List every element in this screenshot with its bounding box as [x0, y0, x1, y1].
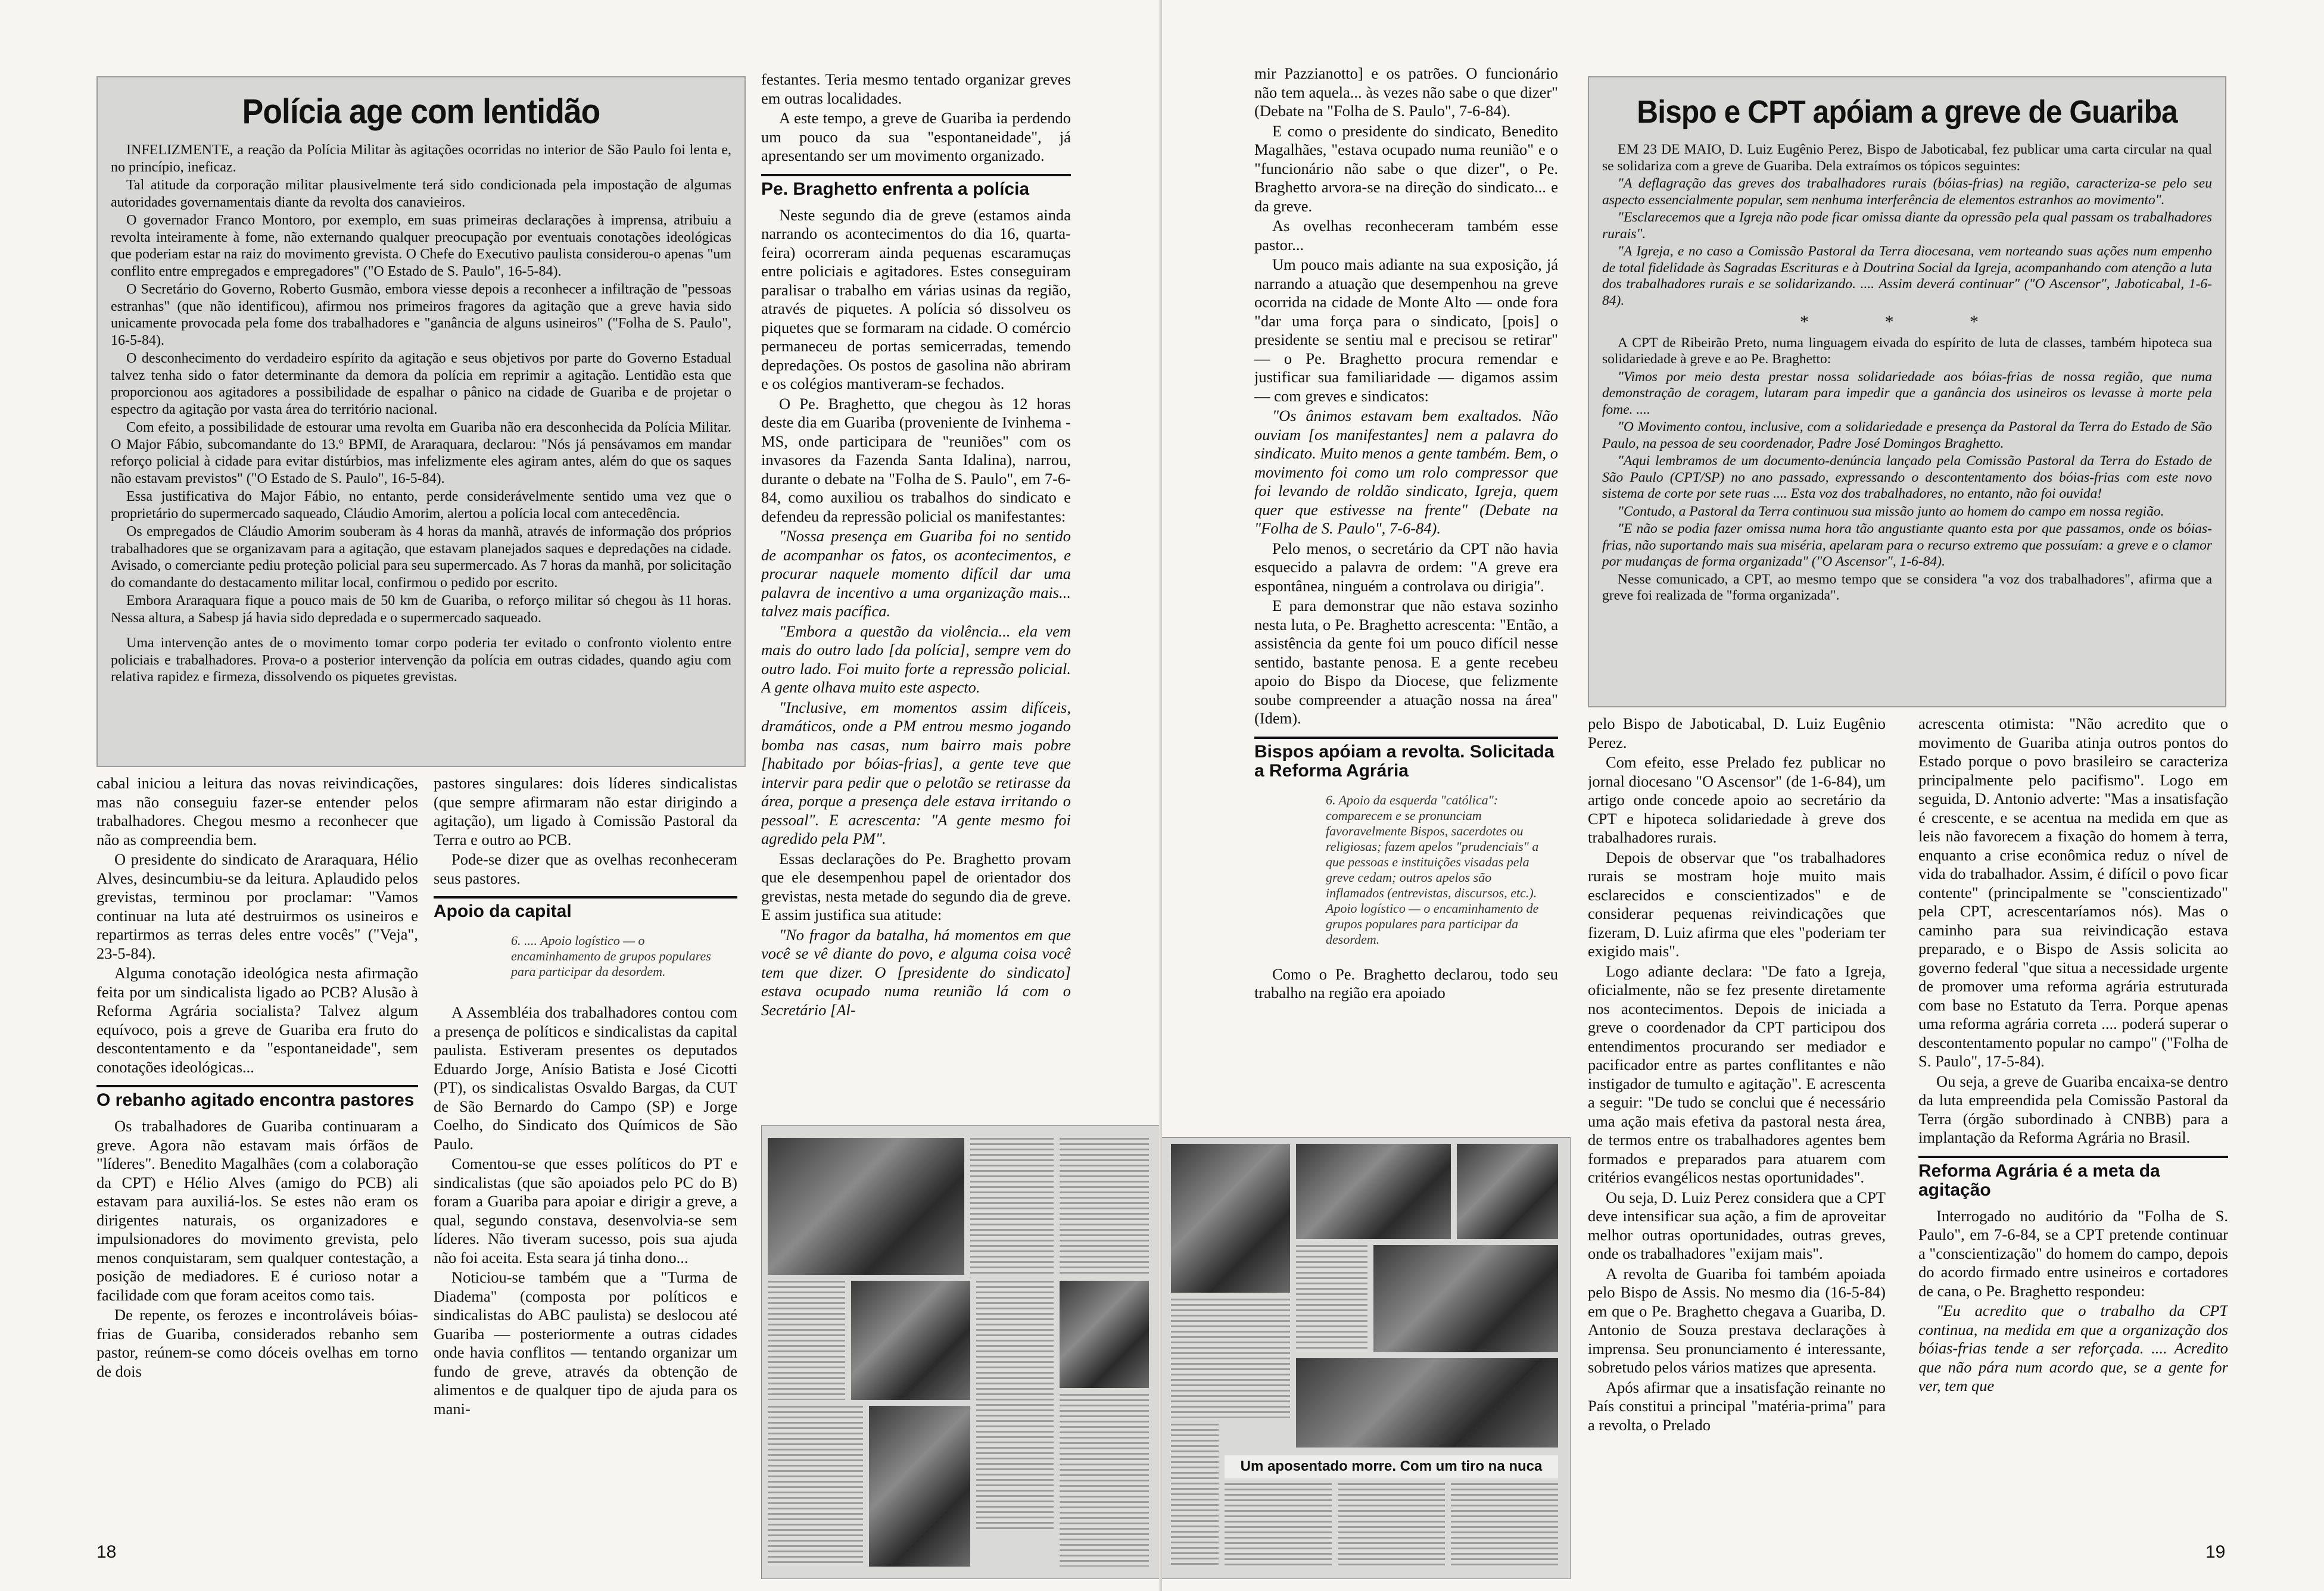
clipping-text — [1338, 1483, 1445, 1567]
left-column-1 — [96, 774, 418, 1548]
paragraph: O presidente do sindicato de Araraquara, Hélio Alves, desincumbiu-se da leitura. Aplaudido pelos grevistas, terminou por proclamar: "Vamos continuar na luta até destruirmos os usineiros e repartirmos as terras deles entre vocês" ("Veja", 23-5-84). — [96, 850, 418, 962]
left-subhead-rebanho: O rebanho agitado encontra pastores — [96, 1085, 418, 1110]
paragraph: "Os ânimos estavam bem exaltados. Não ouviam [os manifestantes] nem a palavra do sindicato. Muito menos a gente também. Bem, o movimento foi como um rolo compressor que foi levando de roldão sindicato, Igreja, quem quer que estivesse na frente" (Debate na "Folha de S. Paulo", 7-6-84). — [1254, 407, 1558, 537]
clipping-photo — [1373, 1245, 1558, 1352]
clipping-photo — [1296, 1144, 1451, 1239]
paragraph: "Eu acredito que o trabalho da CPT continua, na medida em que a organização dos bóias-frias tende a ser reforçada. .... Acredito que não pára num acordo que, se a gente for ver, tem que — [1918, 1302, 2228, 1395]
left-subhead-braghetto: Pe. Braghetto enfrenta a polícia — [761, 174, 1071, 199]
right-footnote: 6. Apoio da esquerda "católica": comparecem e se pronunciam favoravelmente Bispos, sacerdotes ou religiosas; fazem apelos "prudenciais" a que pessoas e instituições visadas pela greve cedam; outros apelos são inflamados (entrevistas, discursos, etc.). Apoio logístico — o encaminhamento de grupos populares para participar da desordem. — [1326, 792, 1539, 947]
paragraph: EM 23 DE MAIO, D. Luiz Eugênio Perez, Bispo de Jaboticabal, fez publicar uma carta circular na qual se solidariza com a greve de Guariba. Dela extraímos os tópicos seguintes: — [1602, 142, 2212, 174]
left-footnote: 6. .... Apoio logístico — o encaminhamento de grupos populares para participar da desordem. — [511, 933, 711, 979]
paragraph: Como o Pe. Braghetto declarou, todo seu trabalho na região era apoiado — [1254, 965, 1558, 1002]
paragraph: Com efeito, a possibilidade de estourar uma revolta em Guariba não era desconhecida da Polícia Militar. O Major Fábio, subcomandante do 13.º BPMI, de Araraquara, declarou: "Nós já pensávamos em mandar reforço policial à cidade para evitar distúrbios, mas infelizmente eles agiram antes, além do que os saques não estavam previstos" ("O Estado de S. Paulo", 16-5-84). — [111, 420, 731, 486]
paragraph: Alguma conotação ideológica nesta afirmação feita por um sindicalista ligado ao PCB? Alusão à Reforma Agrária socialista? Talvez algum equívoco, pois a greve de Guariba era fruto do descontentamento e da "espontaneidade", sem conotações ideológicas... — [96, 964, 418, 1076]
paragraph: "Embora a questão da violência... ela vem mais do outro lado [da polícia], sempre vem do outro lado. Foi muito forte a repressão policial. A gente olhava muito este aspecto. — [761, 622, 1071, 696]
paragraph: Nesse comunicado, a CPT, ao mesmo tempo que se considera "a voz dos trabalhadores", afirma que a greve foi realizada de "forma organizada". — [1602, 571, 2212, 603]
paragraph: Neste segundo dia de greve (estamos ainda narrando os acontecimentos do dia 16, quarta-feira) ocorreram ainda pequenas escaramuças entre policiais e agitadores. Estes conseguiram paralisar o trabalho em várias usinas da região, através de piquetes. A polícia só dissolveu os piquetes que se formaram na cidade. O comércio permaneceu de portas semicerradas, temendo depredações. Os postos de gasolina não abriram e os colégios mantiveram-se fechados. — [761, 205, 1071, 392]
page-number-left: 18 — [96, 1542, 117, 1562]
clipping-photo — [869, 1406, 970, 1567]
paragraph: INFELIZMENTE, a reação da Polícia Militar às agitações ocorridas no interior de São Paulo foi lenta e, no princípio, ineficaz. — [111, 142, 731, 175]
newspaper-clipping-image-left — [761, 1125, 1160, 1579]
paragraph: O Secretário do Governo, Roberto Gusmão, embora viesse depois a reconhecer a infiltração de "pessoas estranhas" (que não identificou), afirmou nos primeiros fragores da agitação que a greve havia sido unicamente provocada pela fome dos trabalhadores e "ganância de alguns usineiros" ("Folha de S. Paulo", 16-5-84). — [111, 282, 731, 348]
clipping-text — [1225, 1483, 1332, 1567]
right-box-body — [1602, 142, 2212, 604]
right-sidebar-box — [1588, 76, 2226, 707]
clipping-headline: Um aposentado morre. Com um tiro na nuca — [1225, 1455, 1558, 1478]
paragraph: pastores singulares: dois líderes sindicalistas (que sempre afirmaram não estar dirigindo a agitação), um ligado à Comissão Pastoral da Terra e outro ao PCB. — [434, 774, 737, 848]
clipping-photo — [1060, 1281, 1149, 1388]
right-column-1 — [1254, 64, 1558, 1136]
paragraph: "O Movimento contou, inclusive, com a solidariedade e presença da Pastoral da Terra do Estado de São Paulo, na pessoa de seu coordenador, Padre José Domingos Braghetto. — [1602, 419, 2212, 451]
paragraph: "No fragor da batalha, há momentos em que você se vê diante do povo, e alguma coisa você tem que dizer. O [presidente do sindicato] estava ocupado numa reunião lá com o Secretário [Al- — [761, 925, 1071, 1019]
clipping-photo — [1296, 1358, 1558, 1448]
left-box-body — [111, 142, 731, 686]
clipping-text — [768, 1281, 845, 1400]
paragraph: Embora Araraquara fique a pouco mais de 50 km de Guariba, o reforço militar só chegou às 11 horas. Nessa altura, a Sabesp já havia sido depredada e o supermercado saqueado. — [111, 593, 731, 626]
left-subhead-apoio-capital: Apoio da capital — [434, 896, 737, 921]
paragraph: Pode-se dizer que as ovelhas reconheceram seus pastores. — [434, 850, 737, 887]
right-subhead-reforma: Reforma Agrária é a meta da agitação — [1918, 1156, 2228, 1200]
paragraph: Logo adiante declara: "De fato a Igreja, oficialmente, não se fez presente diretamente nos acontecimentos. Depois de iniciada a greve o coordenador da CPT participou dos entendimentos procurando ser mediador e pacificador entre as partes conflitantes e não instigador de tumulto e agitação". E acrescenta a seguir: "De tudo se conclui que é necessário uma ação mais efetiva da pastoral nesta área, de termos entre os trabalhadores agentes bem formados e preparados para atuarem com critérios evangélicos nestas oportunidades". — [1588, 962, 1886, 1186]
clipping-text — [768, 1406, 863, 1567]
paragraph: De repente, os ferozes e incontroláveis bóias-frias de Guariba, considerados rebanho sem pastor, reúnem-se como dóceis ovelhas em torno de dois — [96, 1306, 418, 1380]
clipping-photo — [1171, 1144, 1290, 1293]
paragraph: O desconhecimento do verdadeiro espírito da agitação e seus objetivos por parte do Governo Estadual talvez tenha sido o fator determinante da demora da polícia em reprimir a agitação. Lentidão esta que proporcionou aos agitadores a possibilidade de espalhar o pânico na cidade de Guariba e de projetar o espectro da agitação por vasta área do território nacional. — [111, 351, 731, 417]
paragraph: Tal atitude da corporação militar plausivelmente terá sido condicionada pela impostação de algumas autoridades governamentais diante da revolta dos canavieiros. — [111, 177, 731, 210]
clipping-text — [976, 1281, 1054, 1531]
left-box-title: Polícia age com lentidão — [242, 92, 600, 131]
paragraph: Com efeito, esse Prelado fez publicar no jornal diocesano "O Ascensor" (de 1-6-84), um artigo onde concede apoio ao secretário da CPT e hipoteca solidariedade à greve dos trabalhadores rurais. — [1588, 753, 1886, 846]
clipping-text — [1060, 1394, 1149, 1567]
paragraph: Essa justificativa do Major Fábio, no entanto, perde considerávelmente sentido uma vez que o proprietário do supermercado saqueado, Cláudio Amorim, alertou a polícia local com antecedência. — [111, 489, 731, 522]
paragraph: E para demonstrar que não estava sozinho nesta luta, o Pe. Braghetto acrescenta: "Então, a assistência da gente foi um pouco difícil nesse sentido, bastante penosa. E a gente recebeu apoio do Bispo da Diocese, que felizmente soube compreender a atuação nossa na área" (Idem). — [1254, 597, 1558, 727]
paragraph: Os empregados de Cláudio Amorim souberam às 4 horas da manhã, através de informação dos próprios trabalhadores que se organizavam para a agitação, que estavam planejados saques e depredações na cidade. Avisado, o comerciante pediu proteção policial para seu supermercado. As 7 horas da manhã, por solicitação do comandante do destacamento militar local, confirmou o pedido por escrito. — [111, 524, 731, 591]
left-sidebar-box — [96, 76, 746, 767]
clipping-text — [1060, 1138, 1149, 1275]
paragraph: O Pe. Braghetto, que chegou às 12 horas deste dia em Guariba (proveniente de Ivinhema - MS, onde participara de "reuniões" com os invasores da Fazenda Santa Idalina), narrou, durante o debate na "Folha de S. Paulo", em 7-6-84, como auxiliou os trabalhos do sindicato e defendeu da repressão policial os manifestantes: — [761, 394, 1071, 525]
clipping-text — [1171, 1299, 1290, 1418]
clipping-photo — [1457, 1144, 1558, 1239]
right-page — [1162, 0, 2324, 1591]
clipping-photo — [851, 1281, 970, 1400]
right-column-2 — [1588, 715, 1886, 1560]
paragraph: Noticiou-se também que a "Turma de Diadema" (composta por políticos e sindicalistas do ABC paulista) se deslocou até Guariba — posteriormente a outras cidades onde havia conflitos — tentando organizar um fundo de greve, através da obtenção de alimentos e de qualquer tipo de ajuda para os mani- — [434, 1268, 737, 1418]
paragraph: Após afirmar que a insatisfação reinante no País constitui a principal "matéria-prima" para a revolta, o Prelado — [1588, 1378, 1886, 1434]
paragraph: "E não se podia fazer omissa numa hora tão angustiante quanto esta por que passamos, onde os bóias-frias, não suportando mais sua miséria, apelaram para o recurso extremo que possuíam: a greve e o clamor por mudanças de forma organizada" ("O Ascensor", 1-6-84). — [1602, 521, 2212, 569]
paragraph: Um pouco mais adiante na sua exposição, já narrando a atuação que desempenhou na greve ocorrida na cidade de Monte Alto — onde fora "dar uma força para o sindicato, [pois] o presidente se sentiu mal e precisou se retirar" — o Pe. Braghetto procura remendar e justificar sua familiaridade — digamos assim — com greves e sindicatos: — [1254, 255, 1558, 405]
paragraph: "A deflagração das greves dos trabalhadores rurais (bóias-frias) na região, caracteriza-se pelo seu aspecto essencialmente popular, sem nenhuma interferência de elementos estranhos ao movimento". — [1602, 176, 2212, 208]
paragraph: "Aqui lembramos de um documento-denúncia lançado pela Comissão Pastoral da Terra do Estado de São Paulo (CPT/SP) no ano passado, expressando o descontentamento dos bóias-frias com este novo sistema de corte por sete ruas .... Esta voz dos trabalhadores, no entanto, não foi ouvida! — [1602, 453, 2212, 501]
paragraph: As ovelhas reconheceram também esse pastor... — [1254, 217, 1558, 254]
paragraph: mir Pazzianotto] e os patrões. O funcionário não tem aquela... às vezes não sabe o que dizer" (Debate na "Folha de S. Paulo", 7-6-84). — [1254, 64, 1558, 120]
paragraph: Essas declarações do Pe. Braghetto provam que ele desempenhou papel de orientador dos grevistas, nesta metade do segundo dia de greve. E assim justifica sua atitude: — [761, 849, 1071, 924]
paragraph: cabal iniciou a leitura das novas reivindicações, mas não conseguiu fazer-se entender pelos trabalhadores. Chegou mesmo a reconhecer que não as compreendia bem. — [96, 774, 418, 848]
paragraph: "A Igreja, e no caso a Comissão Pastoral da Terra diocesana, vem norteando suas ações num empenho de total fidelidade às Sagradas Escrituras e à Doutrina Social da Igreja, acompanhando com atenção a luta dos trabalhadores rurais e se solidarizando. .... Assim deverá continuar" ("O Ascensor", Jaboticabal, 1-6-84). — [1602, 244, 2212, 308]
paragraph: O governador Franco Montoro, por exemplo, em suas primeiras declarações à imprensa, atribuiu a revolta inteiramente à fome, não externando qualquer preocupação por eventuais conotações ideológicas que poderiam estar na raiz do movimento grevista. O Chefe do Executivo paulista considerou-o apenas "um conflito entre empregados e empregadores" ("O Estado de S. Paulo", 16-5-84). — [111, 213, 731, 279]
paragraph: Os trabalhadores de Guariba continuaram a greve. Agora não estavam mais órfãos de "líderes". Benedito Magalhães (com a colaboração da CPT) e Hélio Alves (amigo do PCB) ali estavam para auxiliá-los. Se estes não eram os dirigentes naturais, os organizadores e impulsionadores do movimento grevista, pelo menos conquistaram, sem qualquer contestação, a posição de mediadores. E é curioso notar a facilidade com que foram aceitos como tais. — [96, 1117, 418, 1304]
paragraph: "Esclarecemos que a Igreja não pode ficar omissa diante da opressão pela qual passam os trabalhadores rurais". — [1602, 210, 2212, 242]
paragraph: A Assembléia dos trabalhadores contou com a presença de políticos e sindicalistas da capital paulista. Estiveram presentes os deputados Eduardo Jorge, Anísio Batista e José Cicotti (PT), os sindicalistas Osvaldo Bargas, da CUT de São Bernardo do Campo (SP) e Jorge Coelho, do Sindicato dos Químicos de São Paulo. — [434, 1003, 737, 1153]
paragraph: "Inclusive, em momentos assim difíceis, dramáticos, onde a PM entrou mesmo jogando bomba nas casas, num bairro mais pobre [habitado por bóias-frias], a gente teve que intervir para pedir que o pelotão se retirasse da área, porque a presença dele estava irritando o pessoal". E acrescenta: "A gente mesmo foi agredido pela PM". — [761, 698, 1071, 847]
right-column-3 — [1918, 715, 2228, 1560]
paragraph: "Contudo, a Pastoral da Terra continuou sua missão junto ao homem do campo em nossa região. — [1618, 503, 2164, 519]
section-divider-stars: * * * — [1800, 312, 2014, 332]
page-number-right: 19 — [2205, 1542, 2226, 1562]
right-box-title: Bispo e CPT apóiam a greve de Guariba — [1637, 94, 2177, 130]
left-column-2 — [434, 774, 737, 1548]
paragraph: Pelo menos, o secretário da CPT não havia esquecido a palavra de ordem: "A greve era espontânea, ninguém a controlava ou dirigia". — [1254, 539, 1558, 595]
paragraph: A revolta de Guariba foi também apoiada pelo Bispo de Assis. No mesmo dia (16-5-84) em que o Pe. Braghetto chegava a Guariba, D. Antonio de Souza prestava declarações à imprensa. Seu pronunciamento é interessante, sobretudo pelos vários matizes que apresenta. — [1588, 1264, 1886, 1376]
right-subhead-bispos: Bispos apóiam a revolta. Solicitada a Reforma Agrária — [1254, 737, 1558, 781]
clipping-text — [1451, 1483, 1558, 1567]
paragraph: "Nossa presença em Guariba foi no sentido de acompanhar os fatos, os acontecimentos, e procurar naquele momento difícil dar uma palavra de incentivo a uma organização mais... talvez mais pacífica. — [761, 527, 1071, 620]
clipping-text — [1296, 1245, 1367, 1352]
left-column-3 — [761, 70, 1071, 1112]
paragraph: Ou seja, D. Luiz Perez considera que a CPT deve intensificar sua ação, a fim de aproveitar melhor outras oportunidades, outras greves, onde os trabalhadores "exijam mais". — [1588, 1188, 1886, 1262]
paragraph: pelo Bispo de Jaboticabal, D. Luiz Eugênio Perez. — [1588, 715, 1886, 751]
newspaper-clipping-image-right — [1162, 1137, 1571, 1579]
clipping-text — [1171, 1424, 1219, 1567]
paragraph: E como o presidente do sindicato, Benedito Magalhães, "estava ocupado numa reunião" e o "funcionário não sabe o que dizer", o Pe. Braghetto arvora-se na direção do sindicato... e da greve. — [1254, 121, 1558, 215]
paragraph: Ou seja, a greve de Guariba encaixa-se dentro da luta empreendida pela Comissão Pastoral da Terra (órgão subordinado à CNBB) para a implantação da Reforma Agrária no Brasil. — [1918, 1072, 2228, 1146]
paragraph: Depois de observar que "os trabalhadores rurais se mostram hoje muito mais esclarecidos e conscientizados" e de considerar pequenas reivindicações que fizeram, D. Luiz afirma que eles "poderiam ter exigido mais". — [1588, 848, 1886, 960]
clipping-text — [970, 1138, 1054, 1275]
clipping-photo — [768, 1138, 964, 1275]
paragraph: acrescenta otimista: "Não acredito que o movimento de Guariba atinja outros pontos do Estado porque o povo brasileiro se caracteriza principalmente pelo pacifismo". Logo em seguida, D. Antonio adverte: "Mas a insatisfação é crescente, e se acentua na medida em que as leis não favorecem a fixação do homem à terra, enquanto a crise econômica reduz o nível de vida do trabalhador. Assim, é difícil o povo ficar contente" (principalmente se "conscientizado" pela CPT, acrescentaríamos nós). Mas o caminho para sua reivindicação estava preparado, e o Bispo de Assis solicita ao governo federal "que situa a necessidade urgente de promover uma reforma agrária estruturada com base no Estatuto da Terra. Porque apenas uma reforma agrária correta .... poderá superar o descontentamento popular no campo" ("Folha de S. Paulo", 17-5-84). — [1918, 715, 2228, 1070]
paragraph: A este tempo, a greve de Guariba ia perdendo um pouco da sua "espontaneidade", já apresentando ser um movimento organizado. — [761, 109, 1071, 164]
paragraph: A CPT de Ribeirão Preto, numa linguagem eivada do espírito de luta de classes, também hipoteca sua solidariedade à greve e ao Pe. Braghetto: — [1602, 335, 2212, 367]
paragraph: Uma intervenção antes de o movimento tomar corpo poderia ter evitado o confronto violento entre policiais e trabalhadores. Prova-o a posterior intervenção da polícia em outras cidades, quando agiu com relativa rapidez e firmeza, dissolvendo os piquetes grevistas. — [111, 635, 731, 685]
paragraph: Comentou-se que esses políticos do PT e sindicalistas (que são apoiados pelo PC do B) foram a Guariba para apoiar e dirigir a greve, a qual, segundo constava, desenvolvia-se sem líderes. Não tiveram sucesso, pois sua ajuda não foi aceita. Esta seara já tinha dono... — [434, 1155, 737, 1266]
paragraph: festantes. Teria mesmo tentado organizar greves em outras localidades. — [761, 70, 1071, 107]
paragraph: "Vimos por meio desta prestar nossa solidariedade aos bóias-frias de nossa região, que numa demonstração de coragem, lutaram para impedir que a ganância dos usineiros os levasse à morte pela fome. .... — [1602, 369, 2212, 417]
paragraph: Interrogado no auditório da "Folha de S. Paulo", em 7-6-84, se a CPT pretende continuar a "conscientização" do homem do campo, depois do acordo firmado entre usineiros e cortadores de cana, o Pe. Braghetto respondeu: — [1918, 1206, 2228, 1300]
